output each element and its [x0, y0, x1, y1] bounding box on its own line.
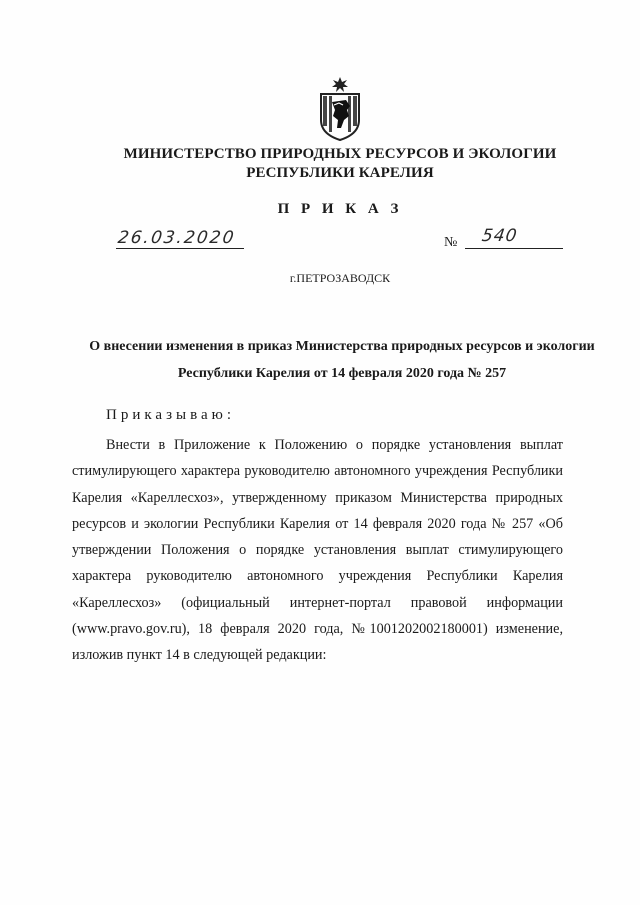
ministry-name	[0, 145, 640, 183]
order-subject	[72, 333, 612, 387]
order-paragraph: Внести в Приложение к Положению о порядке установления выплат стимулирующего характера руководителю автономного учреждения Республики Карелия «Кареллесхоз», утвержденному приказом Министерства природных ресурсов и экологии Республики Карелия от 14 февраля 2020 года № 257 «Об утверждении Положения о порядке установления выплат стимулирующего характера руководителю автономного учреждения Республики Карелия «Кареллесхоз» (официальный интернет-портал правовой информации (www.pravo.gov.ru), 18 февраля 2020 года, №1001202002180001) изменение, изложив пункт 14 в следующей редакции:	[72, 437, 563, 664]
city: г.ПЕТРОЗАВОДСК	[289, 271, 391, 285]
order-title: П Р И К А З	[277, 201, 403, 217]
date-underline	[116, 248, 244, 249]
number-underline	[465, 248, 563, 249]
subject-line-2: Республики Карелия от 14 февраля 2020 года № 257	[177, 366, 507, 381]
ministry-line-1: МИНИСТЕРСТВО ПРИРОДНЫХ РЕСУРСОВ И ЭКОЛОГИИ	[123, 146, 557, 162]
number-label: №	[444, 235, 458, 250]
coat-of-arms-icon	[317, 76, 363, 142]
emblem-star	[332, 77, 348, 92]
ministry-line-2: РЕСПУБЛИКИ КАРЕЛИЯ	[246, 165, 434, 181]
subject-line-1: О внесении изменения в приказ Министерства природных ресурсов и экологии	[89, 339, 595, 354]
order-number: 540	[480, 226, 519, 246]
order-word: Приказываю:	[106, 407, 235, 423]
order-date: 26.03.2020	[116, 228, 237, 248]
